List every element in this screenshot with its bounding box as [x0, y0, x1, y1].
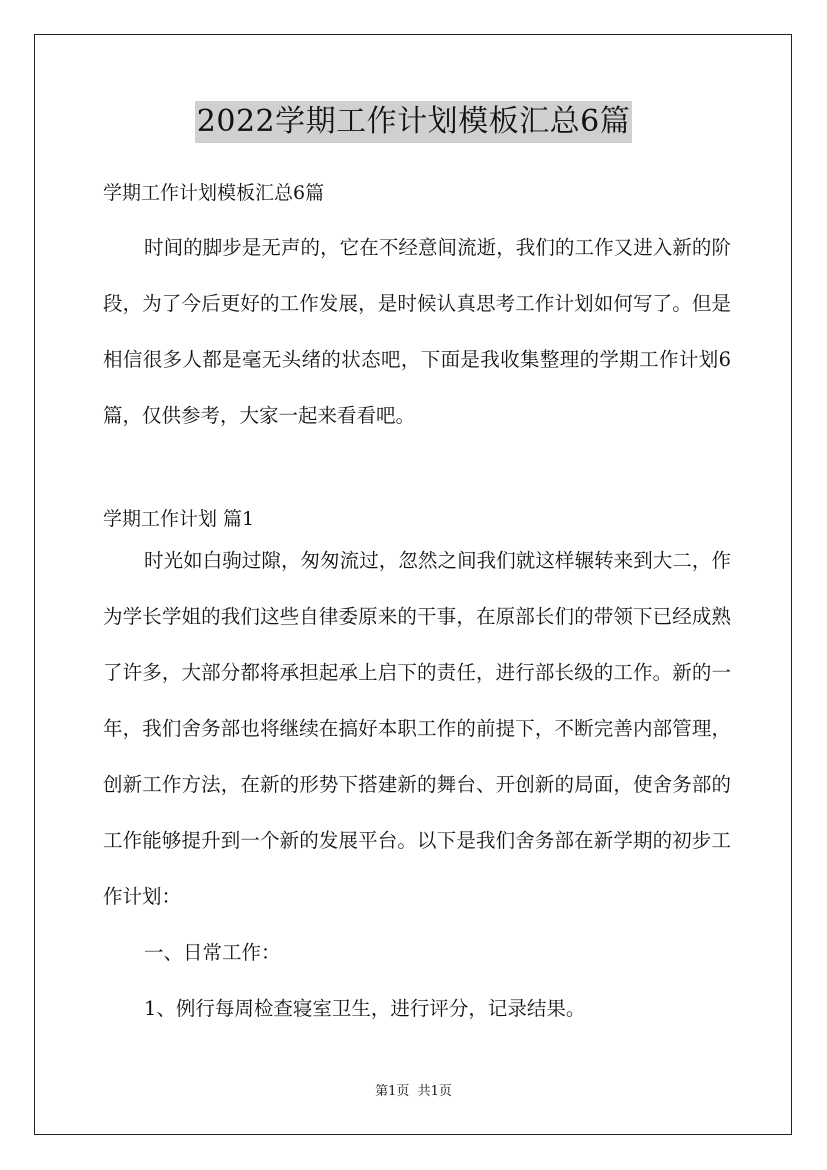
intro-paragraph: 时间的脚步是无声的，它在不经意间流逝，我们的工作又进入新的阶段，为了今后更好的工作发展，是时候认真思考工作计划如何写了。但是相信很多人都是毫无头绪的状态吧，下面是我收集整理的学期工作计划6篇，仅供参考，大家一起来看看吧。	[103, 236, 731, 427]
page-number: 第1页 共1页	[375, 1084, 452, 1099]
section-paragraph: 时光如白驹过隙，匆匆流过，忽然之间我们就这样辗转来到大二，作为学长学姐的我们这些自律委原来的干事，在原部长们的带领下已经成熟了许多，大部分都将承担起承上启下的责任，进行部长级的工作。新的一年，我们舍务部也将继续在搞好本职工作的前提下，不断完善内部管理，创新工作方法，在新的形势下搭建新的舞台、开创新的局面，使舍务部的工作能够提升到一个新的发展平台。以下是我们舍务部在新学期的初步工作计划：	[103, 549, 731, 908]
list-item: 1、例行每周检查寝室卫生，进行评分，记录结果。	[144, 997, 586, 1020]
title-container	[0, 101, 827, 143]
document-title: 2022学期工作计划模板汇总6篇	[195, 101, 632, 143]
section-heading: 学期工作计划 篇1	[103, 508, 255, 530]
list-heading: 一、日常工作：	[144, 941, 281, 964]
document-subtitle: 学期工作计划模板汇总6篇	[103, 182, 325, 204]
